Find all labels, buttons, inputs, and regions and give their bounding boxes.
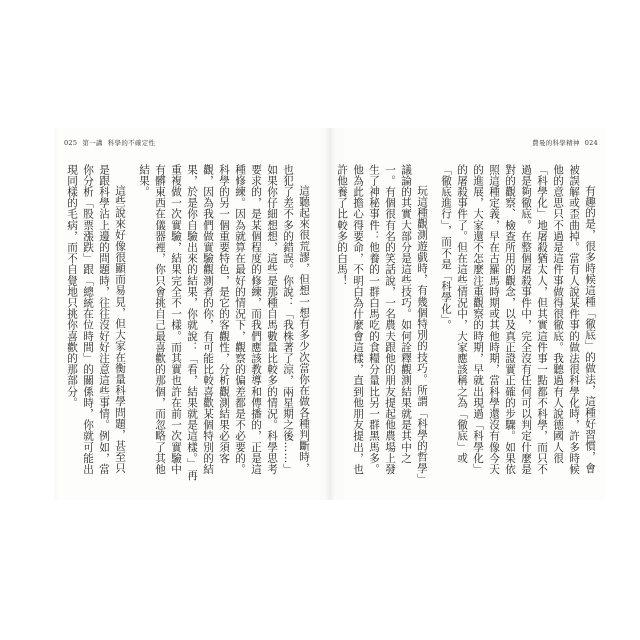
left-running-head — [64, 138, 160, 147]
chapter-label: 第一講 — [82, 139, 103, 147]
left-paragraph-2: 這些說來好像很顯而易見，但大家在衡量科學問題，甚至只是跟科學沾上邊的問題時，往往沒好好注意這些事情。例如，當你分析「股票漲跌」跟「總統在位時間」的關係時，你就可能出現同樣的毛病，而不自覺地只挑你喜歡的那部分。 — [66, 164, 126, 475]
left-page-body — [66, 164, 312, 482]
right-running-head — [527, 138, 598, 147]
right-page-number: 024 — [584, 139, 598, 147]
right-paragraph-2: 玩這種觀測遊戲時，有幾個特別的技巧。所謂「科學的哲學」議論的其實大部分是這些技巧。如何詮釋觀測結果就是其中之一。有個很有名的笑話說，一名農夫跟他的朋友提起他農場上發生了神秘事件：他養的一群白馬吃的食糧分量比另一群黑馬多。他為此擔心得要命，不明白為什麼會這樣，直到他朋友提出，也許他養了比較多的白馬！ — [336, 164, 428, 480]
book-spread — [54, 128, 604, 500]
left-page-number: 025 — [64, 139, 78, 147]
right-page — [336, 128, 606, 500]
left-page — [58, 128, 320, 500]
section-title: 科學的不確定性 — [107, 139, 156, 147]
right-page-body — [336, 164, 598, 482]
right-paragraph-1: 有趣的是，很多時候這種「徹底」的做法，這種好習慣，會被誤解或歪曲掉。當有人說某件事的做法很科學化時，許多時候他的意思只不過是這件事做得很徹底。我聽過有人說德國人很「科學化」地屠殺猶太人，但其實這件事一點都不科學，而只不過是夠徹底。在整個屠殺事件中，完全沒有任何可以判定什麼是對的觀察、檢查所用的觀念，以及真正證實正確的步驟。如果依照這種定義，早在古羅馬時期或其他時期，當科學還沒有像今天的進展，大家還不怎麼注重觀察的時期，早就出現過「科學化」的屠殺事件了。但在這些情況中，大家應該稱之為「徹底」或「徹底進行」，而不是「科學化」。 — [440, 164, 596, 475]
book-title: 費曼的科學精神 — [532, 139, 580, 147]
left-paragraph-1: 這聽起來很荒謬，但想一想有多少次當你在做各種判斷時，也犯了差不多的錯誤。你說：「我株著了涼，兩星期之後……」如果你仔細想想，這些是那種自馬數量比較多的情況。科學思考要求的，是某個程度的修練，而我們應該教導和傳播的，正是這種修練。因為就算在最好的情況下，觀察的偏差都是不必要的。科學的另一個重要特色，是它的客觀性，分析觀測結果必須客觀，因為我們做實驗觀測者的你，有可能比較喜歡某個特別的結果，於是你自驗出來的結果，你就說：「看，結果就是這樣。」再重複做一次實驗，結果完全不一樣。而其實也許在前一次實驗中有髒東西在儀器裡，你只會挑自己最喜歡的那個，而忽略了其他結果。 — [138, 164, 310, 481]
